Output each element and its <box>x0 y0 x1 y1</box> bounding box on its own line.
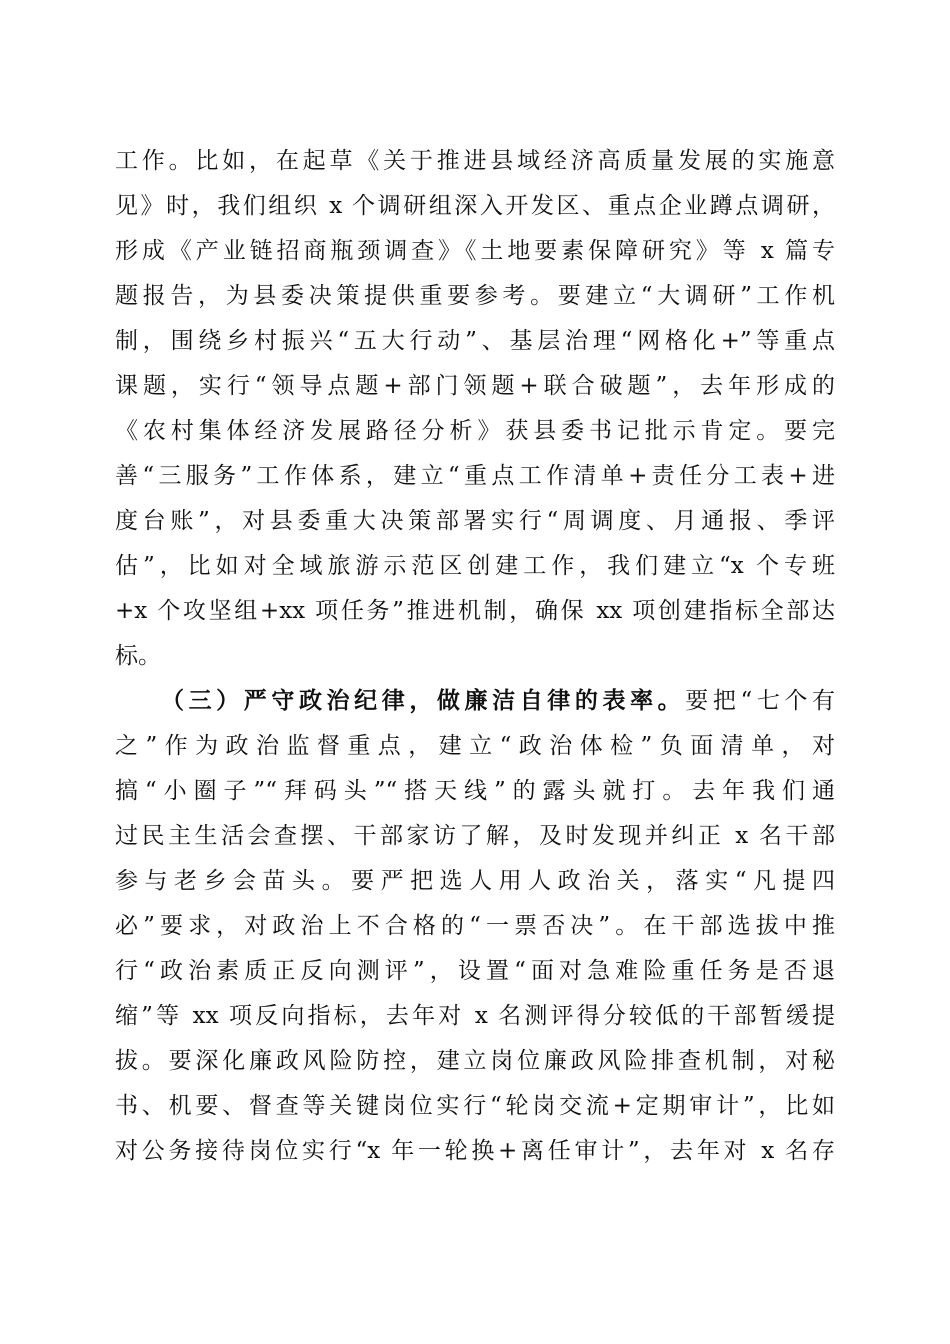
text-line: 拔。要深化廉政风险防控，建立岗位廉政风险排查机制，对秘 <box>115 1048 835 1074</box>
text-line: 缩”等 xx 项反向指标，去年对 x 名测评得分较低的干部暂缓提 <box>115 1003 835 1029</box>
text-line: 标。 <box>115 643 161 669</box>
text-line: 见》时，我们组织 x 个调研组深入开发区、重点企业蹲点调研， <box>115 193 835 219</box>
text-line: 题报告，为县委决策提供重要参考。要建立“大调研”工作机 <box>115 283 835 309</box>
text-line: 过民主生活会查摆、干部家访了解，及时发现并纠正 x 名干部 <box>115 823 835 849</box>
text-line: +x 个攻坚组+xx 项任务”推进机制，确保 xx 项创建指标全部达 <box>115 598 835 624</box>
text-line: 行“政治素质正反向测评”，设置“面对急难险重任务是否退 <box>115 958 835 984</box>
text-line: 度台账”，对县委重大决策部署实行“周调度、月通报、季评 <box>115 508 835 534</box>
text-line: 善“三服务”工作体系，建立“重点工作清单+责任分工表+进 <box>115 463 835 489</box>
text-line: 书、机要、督查等关键岗位实行“轮岗交流+定期审计”，比如 <box>115 1093 835 1119</box>
text-line: 必”要求，对政治上不合格的“一票否决”。在干部选拔中推 <box>115 913 835 939</box>
text-line: 之”作为政治监督重点，建立“政治体检”负面清单，对 <box>115 733 835 759</box>
text-line: 搞“小圈子”“拜码头”“搭天线”的露头就打。去年我们通 <box>115 778 835 804</box>
text-line: 课题，实行“领导点题+部门领题+联合破题”，去年形成的 <box>115 373 835 399</box>
text-line: 参与老乡会苗头。要严把选人用人政治关，落实“凡提四 <box>115 868 835 894</box>
text-line: 《农村集体经济发展路径分析》获县委书记批示肯定。要完 <box>115 418 835 444</box>
text-line: 制，围绕乡村振兴“五大行动”、基层治理“网格化+”等重点 <box>115 328 835 354</box>
text-line: 估”，比如对全域旅游示范区创建工作，我们建立“x 个专班 <box>115 553 835 579</box>
text-line: 工作。比如，在起草《关于推进县域经济高质量发展的实施意 <box>115 148 835 174</box>
paragraph-first-line <box>161 683 835 719</box>
text-line: 对公务接待岗位实行“x 年一轮换+离任审计”，去年对 x 名存 <box>115 1138 835 1164</box>
text-run: 要把“七个有 <box>685 688 836 714</box>
text-line: 形成《产业链招商瓶颈调查》《土地要素保障研究》等 x 篇专 <box>115 238 835 264</box>
section-heading: （三）严守政治纪律，做廉洁自律的表率。 <box>161 687 686 714</box>
